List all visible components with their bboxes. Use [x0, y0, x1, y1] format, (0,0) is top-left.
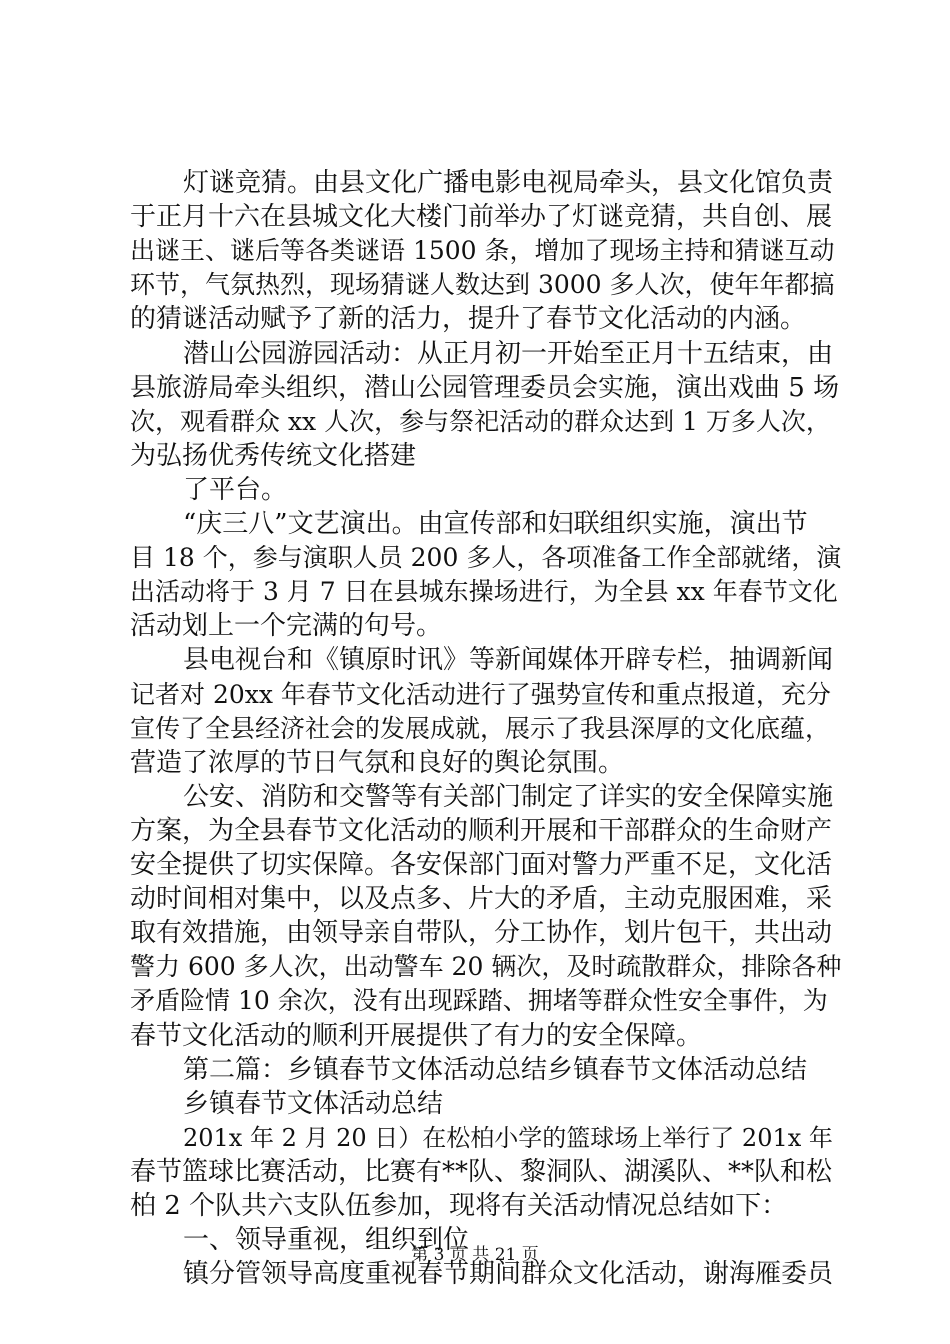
- text-line: 一、领导重视，组织到位: [183, 1225, 470, 1256]
- text-line: 次，观看群众 xx 人次，参与祭祀活动的群众达到 1 万多人次，: [130, 406, 831, 436]
- text-line: 春节文化活动的顺利开展提供了有力的安全保障。: [130, 1020, 703, 1051]
- text-line: 矛盾险情 10 余次，没有出现踩踏、拥堵等群众性安全事件，为: [130, 986, 828, 1016]
- text-line: 环节，气氛热烈，现场猜谜人数达到 3000 多人次，使年年都搞: [130, 270, 835, 300]
- text-line: 目 18 个，参与演职人员 200 多人，各项准备工作全部就绪，演: [130, 543, 842, 573]
- text-line: 警力 600 多人次，出动警车 20 辆次，及时疏散群众，排除各种: [130, 952, 842, 982]
- page-footer: 第 3 页 共 21 页: [411, 1245, 539, 1265]
- text-line: 了平台。: [183, 474, 288, 505]
- text-line: 镇分管领导高度重视春节期间群众文化活动，谢海雁委员: [183, 1259, 834, 1290]
- text-line: 出谜王、谜后等各类谜语 1500 条，增加了现场主持和猜谜互动: [130, 236, 835, 266]
- text-line: 柏 2 个队共六支队伍参加，现将有关活动情况总结如下：: [130, 1191, 788, 1221]
- text-line: 县旅游局牵头组织，潜山公园管理委员会实施，演出戏曲 5 场: [130, 372, 840, 403]
- text-line: 方案，为全县春节文化活动的顺利开展和干部群众的生命财产: [130, 815, 833, 846]
- text-line: “庆三八”文艺演出。由宣传部和妇联组织实施，演出节: [183, 509, 808, 539]
- text-line: 活动划上一个完满的句号。: [130, 611, 443, 642]
- text-line: 于正月十六在县城文化大楼门前举办了灯谜竞猜，共自创、展: [130, 202, 833, 233]
- text-line: 动时间相对集中，以及点多、片大的矛盾，主动克服困难，采: [130, 884, 833, 915]
- text-line: 宣传了全县经济社会的发展成就，展示了我县深厚的文化底蕴，: [130, 713, 831, 743]
- text-line: 春节篮球比赛活动，比赛有**队、黎洞队、湖溪队、**队和松: [130, 1156, 833, 1187]
- text-line: 灯谜竞猜。由县文化广播电影电视局牵头，县文化馆负责: [183, 168, 834, 198]
- text-line: 安全提供了切实保障。各安保部门面对警力严重不足，文化活: [130, 850, 833, 880]
- text-line: 营造了浓厚的节日气氛和良好的舆论氛围。: [130, 747, 625, 778]
- text-line: 公安、消防和交警等有关部门制定了详实的安全保障实施: [183, 781, 834, 812]
- text-line: 出活动将于 3 月 7 日在县城东操场进行，为全县 xx 年春节文化: [130, 577, 838, 607]
- section-heading: 第二篇：乡镇春节文体活动总结乡镇春节文体活动总结: [183, 1054, 808, 1085]
- text-line: 县电视台和《镇原时讯》等新闻媒体开辟专栏，抽调新闻: [183, 645, 834, 676]
- text-line: 记者对 20xx 年春节文化活动进行了强势宣传和重点报道，充分: [130, 679, 831, 709]
- text-line: 为弘扬优秀传统文化搭建: [130, 440, 417, 471]
- text-line: 201x 年 2 月 20 日）在松柏小学的篮球场上举行了 201x 年: [183, 1123, 833, 1152]
- text-line: 潜山公园游园活动：从正月初一开始至正月十五结束，由: [183, 338, 834, 369]
- section-subheading: 乡镇春节文体活动总结: [183, 1088, 444, 1119]
- text-line: 的猜谜活动赋予了新的活力，提升了春节文化活动的内涵。: [130, 304, 807, 335]
- text-line: 取有效措施，由领导亲自带队，分工协作，划片包干，共出动: [130, 918, 833, 949]
